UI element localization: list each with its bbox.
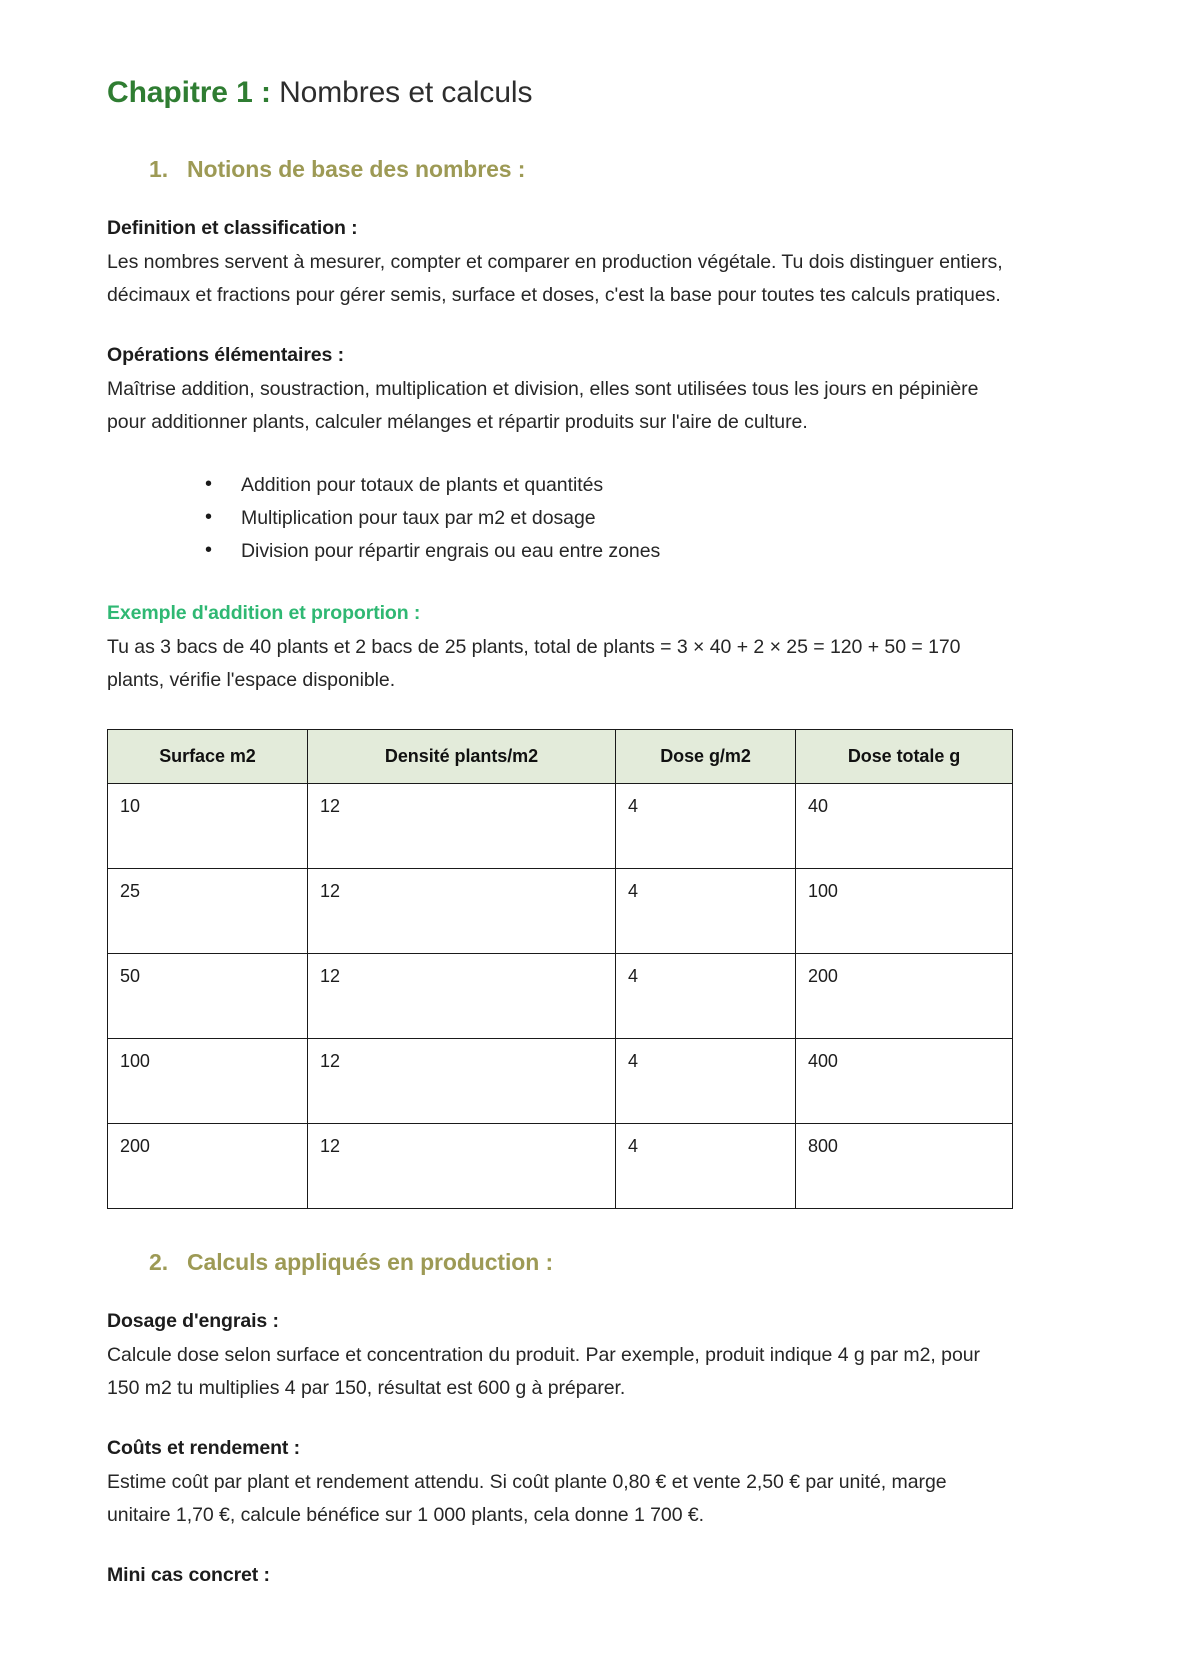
table-cell: 4 — [616, 1123, 796, 1208]
dosage-body: Calcule dose selon surface et concentration du produit. Par exemple, produit indique 4 g par m2, pour 150 m2 tu multiplies 4 par 150, résultat est 600 g à préparer. — [107, 1343, 980, 1399]
block-dosage — [107, 1310, 1020, 1405]
table-header-cell: Densité plants/m2 — [308, 729, 616, 783]
table-header-cell: Dose totale g — [796, 729, 1013, 783]
table-cell: 12 — [308, 783, 616, 868]
table-cell: 100 — [796, 868, 1013, 953]
definition-heading: Definition et classification : — [107, 216, 358, 239]
section-number-1: 1. — [149, 155, 168, 182]
list-item: • Division pour répartir engrais ou eau entre zones — [205, 535, 1020, 568]
table-cell: 4 — [616, 783, 796, 868]
page-title-prefix: Chapitre 1 : — [107, 76, 271, 109]
table-cell: 12 — [308, 1038, 616, 1123]
table-header-row — [108, 729, 1013, 783]
section-label-1: Notions de base des nombres : — [187, 155, 526, 182]
table-row — [108, 868, 1013, 953]
table-cell: 25 — [108, 868, 308, 953]
table-cell: 12 — [308, 1123, 616, 1208]
table-cell: 50 — [108, 953, 308, 1038]
couts-body: Estime coût par plant et rendement attendu. Si coût plante 0,80 € et vente 2,50 € par unité, marge unitaire 1,70 €, calcule bénéfice sur 1 000 plants, cela donne 1 700 €. — [107, 1470, 947, 1526]
page-title — [107, 74, 1020, 112]
dosage-heading: Dosage d'engrais : — [107, 1309, 279, 1332]
definition-body: Les nombres servent à mesurer, compter et comparer en production végétale. Tu dois distinguer entiers, décimaux et fractions pour gérer semis, surface et doses, c'est la base pour toutes tes calculs pratiques. — [107, 250, 1003, 306]
table-cell: 10 — [108, 783, 308, 868]
table-cell: 4 — [616, 1038, 796, 1123]
table-header-cell: Dose g/m2 — [616, 729, 796, 783]
couts-heading: Coûts et rendement : — [107, 1436, 301, 1459]
operations-body: Maîtrise addition, soustraction, multiplication et division, elles sont utilisées tous les jours en pépinière pour additionner plants, calculer mélanges et répartir produits sur l'aire de culture. — [107, 377, 979, 433]
section-heading-2 — [107, 1249, 1020, 1276]
section-label-2: Calculs appliqués en production : — [187, 1248, 554, 1275]
block-operations — [107, 344, 1020, 568]
table-cell: 400 — [796, 1038, 1013, 1123]
page-title-rest: Nombres et calculs — [270, 76, 533, 109]
block-mini-cas — [107, 1564, 1020, 1587]
list-item: • Addition pour totaux de plants et quantités — [205, 469, 1020, 502]
block-exemple — [107, 602, 1020, 697]
list-item: • Multiplication pour taux par m2 et dosage — [205, 502, 1020, 535]
table-cell: 4 — [616, 953, 796, 1038]
table-header-cell: Surface m2 — [108, 729, 308, 783]
table-row — [108, 783, 1013, 868]
table-head — [108, 729, 1013, 783]
table-cell: 40 — [796, 783, 1013, 868]
operations-heading: Opérations élémentaires : — [107, 343, 345, 366]
table-row — [108, 953, 1013, 1038]
table-body — [108, 783, 1013, 1208]
dosage-table — [107, 729, 1013, 1209]
table-cell: 12 — [308, 953, 616, 1038]
table-cell: 100 — [108, 1038, 308, 1123]
table-row — [108, 1038, 1013, 1123]
table-cell: 4 — [616, 868, 796, 953]
table-row — [108, 1123, 1013, 1208]
table-cell: 800 — [796, 1123, 1013, 1208]
mini-cas-heading: Mini cas concret : — [107, 1563, 270, 1586]
block-definition — [107, 217, 1020, 312]
table-cell: 12 — [308, 868, 616, 953]
table-cell: 200 — [796, 953, 1013, 1038]
operations-bullet-list — [107, 469, 1020, 568]
section-heading-1 — [107, 156, 1020, 183]
exemple-body: Tu as 3 bacs de 40 plants et 2 bacs de 25 plants, total de plants = 3 × 40 + 2 × 25 = 120 + 50 = 170 plants, vérifie l'espace disponible. — [107, 635, 961, 691]
section-number-2: 2. — [149, 1248, 168, 1275]
block-couts — [107, 1437, 1020, 1532]
exemple-heading: Exemple d'addition et proportion : — [107, 601, 421, 624]
table-cell: 200 — [108, 1123, 308, 1208]
